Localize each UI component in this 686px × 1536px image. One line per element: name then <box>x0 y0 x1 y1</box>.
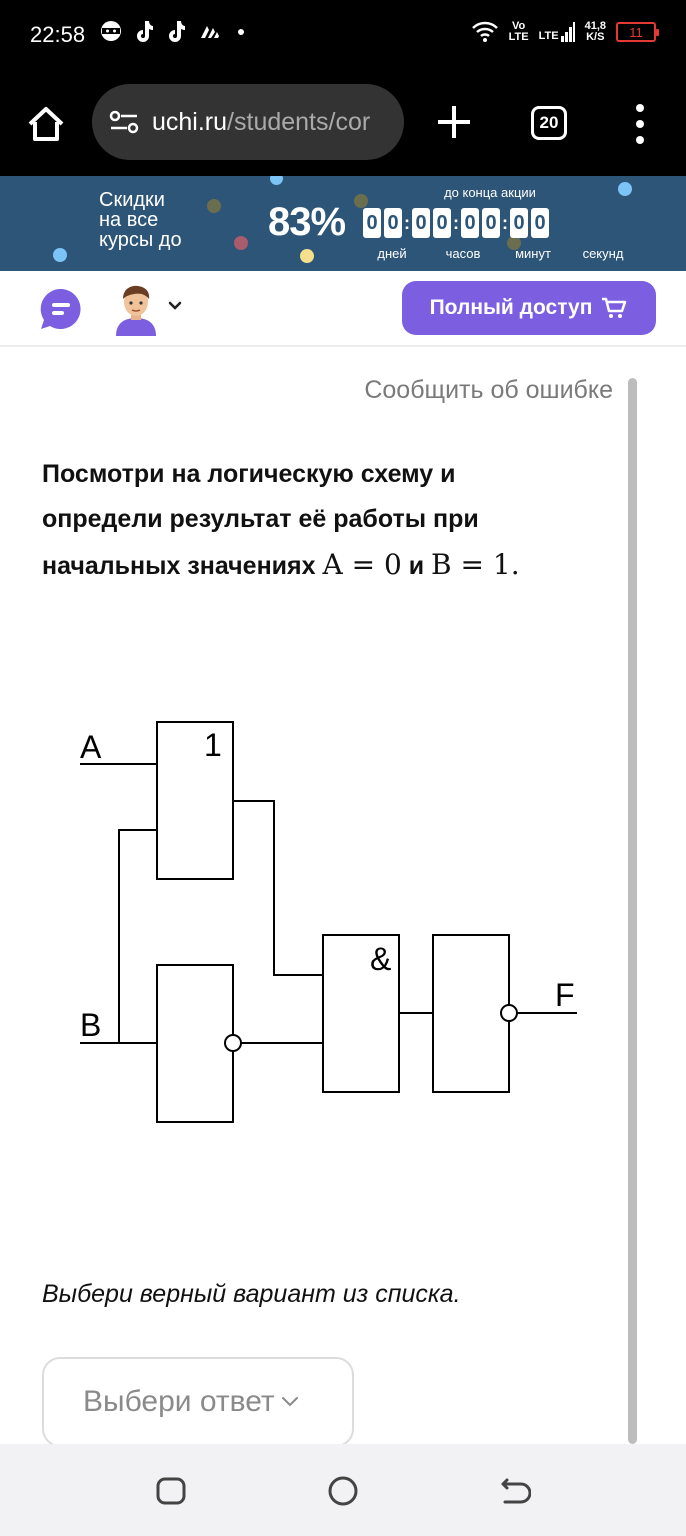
chat-icon[interactable] <box>38 286 84 332</box>
system-navigation-bar <box>0 1444 686 1536</box>
timer-minutes: 0 0 <box>461 208 500 238</box>
music-app-icon <box>198 20 222 42</box>
browser-menu-icon[interactable] <box>626 104 654 144</box>
answer-placeholder: Выбери ответ <box>83 1385 275 1418</box>
decor-dot <box>270 176 283 185</box>
status-time: 22:58 <box>30 22 86 47</box>
chevron-down-icon[interactable] <box>168 301 182 311</box>
timer-label-minutes: минут <box>515 246 551 261</box>
full-access-button[interactable] <box>402 281 656 335</box>
decor-dot <box>207 199 221 213</box>
url-domain: uchi.ru <box>152 107 228 136</box>
or-gate-label: 1 <box>204 727 222 763</box>
timer-label-hours: часов <box>445 246 481 261</box>
inversion-bubble <box>225 1035 241 1051</box>
promo-text: Скидки на все курсы до <box>99 189 182 251</box>
decor-dot <box>53 248 67 262</box>
not-gate-b <box>157 965 233 1122</box>
signal-bars-icon <box>561 22 575 42</box>
wifi-icon <box>471 20 499 44</box>
decor-dot <box>300 249 314 263</box>
full-access-label: Полный доступ <box>429 296 593 319</box>
not-gate-out <box>433 935 509 1092</box>
timer-days: 0 0 <box>363 208 402 238</box>
and-gate-label: & <box>370 941 392 977</box>
decor-dot <box>618 182 632 196</box>
logic-circuit-diagram <box>0 690 620 1150</box>
report-error-link[interactable]: Сообщить об ошибке <box>364 376 613 404</box>
home-icon[interactable] <box>24 102 68 146</box>
countdown-timer: 0 0 : 0 0 : 0 0 : 0 0 <box>363 208 549 238</box>
tiktok-icon <box>166 20 186 42</box>
battery-icon <box>616 22 656 42</box>
battery-level: 11 <box>629 24 643 40</box>
tiktok-icon <box>134 20 154 42</box>
status-notification-icons <box>100 20 248 42</box>
cart-icon <box>600 296 628 320</box>
math-b-value: B = 1. <box>431 548 520 581</box>
promo-banner[interactable] <box>0 176 686 271</box>
decor-dot <box>354 194 368 208</box>
inversion-bubble <box>501 1005 517 1021</box>
input-a-label: A <box>80 729 102 765</box>
ninja-app-icon <box>100 20 122 42</box>
wire-b-branch <box>119 830 157 1043</box>
network-speed: 41,8 K/S <box>584 20 606 43</box>
address-bar[interactable] <box>92 84 404 160</box>
url-path: /students/cor <box>227 107 371 136</box>
new-tab-icon[interactable] <box>434 102 474 142</box>
status-system-icons <box>471 20 656 44</box>
promo-until-label: до конца акции <box>444 185 536 200</box>
status-bar <box>0 0 686 72</box>
math-a-value: A = 0 <box>322 548 402 581</box>
home-circle-icon[interactable] <box>326 1474 360 1508</box>
decor-dot <box>234 236 248 250</box>
wire-or-to-and <box>233 801 323 975</box>
app-header <box>0 271 686 347</box>
more-notifications-dot-icon <box>234 20 248 42</box>
tab-count: 20 <box>539 113 559 132</box>
url-text[interactable] <box>152 108 370 137</box>
signal-lte-label: LTE <box>538 30 559 42</box>
output-f-label: F <box>555 977 575 1013</box>
answer-dropdown[interactable] <box>42 1357 354 1447</box>
instruction-text: Выбери верный вариант из списка. <box>42 1280 461 1308</box>
signal-indicator <box>539 22 575 42</box>
timer-label-days: дней <box>377 246 407 261</box>
back-icon[interactable] <box>497 1474 531 1508</box>
scrollbar[interactable] <box>628 378 637 1444</box>
recent-apps-icon[interactable] <box>154 1474 188 1508</box>
avatar[interactable] <box>112 282 160 336</box>
browser-toolbar <box>0 72 686 176</box>
timer-seconds: 0 0 <box>510 208 549 238</box>
tab-switcher-button[interactable] <box>531 106 567 140</box>
promo-percent: 83% <box>268 200 346 244</box>
volte-indicator: Vo LTE <box>508 20 529 43</box>
input-b-label: B <box>80 1007 102 1043</box>
site-settings-icon[interactable] <box>108 108 140 136</box>
timer-hours: 0 0 <box>412 208 451 238</box>
task-question: Посмотри на логическую схему и определи результат её работы при начальных значениях A = 0 и B = 1. <box>42 460 520 581</box>
chevron-down-icon <box>281 1396 299 1408</box>
timer-label-seconds: секунд <box>582 246 624 261</box>
